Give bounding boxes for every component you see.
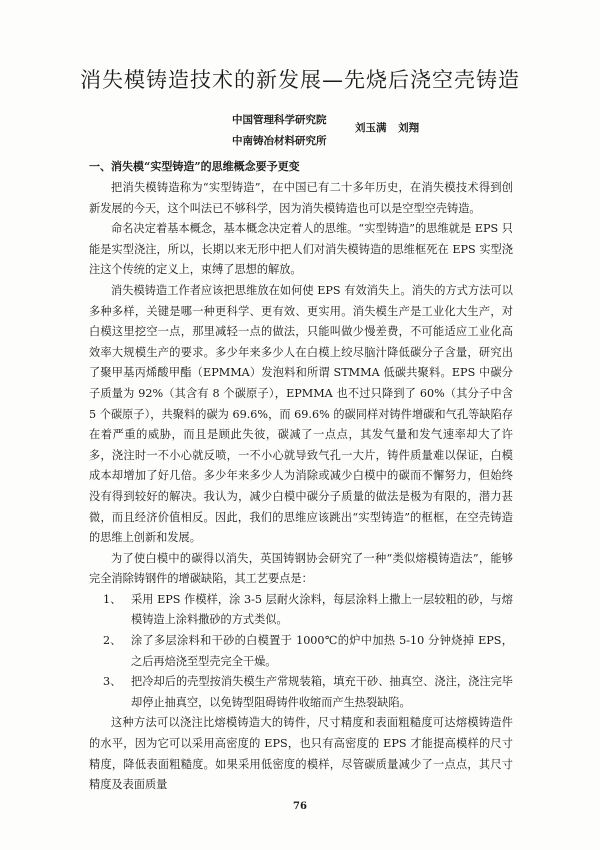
paragraph: 命名决定着基本概念，基本概念决定着人的思维。“实型铸造”的思维就是 EPS 只能是实型浇注，所以，长期以来无形中把人们对消失模铸造的思维框死在 EPS 实型浇注这个传统的定义上，束缚了思想的解放。 (89, 222, 513, 277)
affiliations (232, 110, 327, 152)
paragraph: 消失模铸造工作者应该把思维放在如何使 EPS 有效消失上。消失的方式方法可以多种多样，关键是哪一种更科学、更有效、更实用。消失模生产是工业化大生产，对白模这里挖空一点，那里减轻一点的做法，只能叫做少慢差费，不可能适应工业化高效率大规模生产的要求。多少年来多少人在白模上绞尽脑汁降低碳分子含量，研究出了聚甲基丙烯酸甲酯（EPMMA）发泡料和所谓 STMMA 低碳共聚料。EPS 中碳分子质量为 92%（其含有 8 个碳原子），EPMMA 也不过只降到了 60%（其分子中含 5 个碳原子），共聚料的碳为 69.6%，而 69.6% 的碳同样对铸件增碳和气孔等缺陷存在着严重的威胁，而且是顾此失彼，碳减了一点点，其发气量和发气速率却大了许多，浇注时一不小心就反喷，一不小心就导致气孔一大片，铸件质量难以保证，白模成本却增加了好几倍。多少年来多少人为消除或减少白模中的碳而不懈努力，但始终没有得到较好的解决。我认为，减少白模中碳分子质量的做法是极为有限的，潜力甚微，而且经济价值相反。因此，我们的思维应该跳出“实型铸造”的框框，在空壳铸造的思维上创新和发展。 (89, 283, 513, 545)
step-number: 3、 (103, 675, 122, 689)
paragraph: 为了使白模中的碳得以消失，英国铸钢协会研究了一种“类似熔模铸造法”，能够完全消除铸钢件的增碳缺陷，其工艺要点是： (89, 551, 513, 586)
step-number: 1、 (103, 592, 122, 606)
step-text: 把冷却后的壳型按消失模生产常规装箱，填充干砂、抽真空、浇注，浇注完毕却停止抽真空，以免铸型阻碍铸件收缩而产生热裂缺陷。 (131, 675, 513, 709)
body-text (89, 178, 513, 796)
process-steps (89, 590, 513, 714)
affiliation-1: 中国管理科学研究院 (232, 114, 327, 126)
process-step (89, 631, 513, 672)
section-heading (89, 158, 300, 174)
paper-title: 消失模铸造技术的新发展—先烧后浇空壳铸造 (80, 68, 520, 92)
paragraph: 这种方法可以浇注比熔模铸造大的铸件，尺寸精度和表面粗糙度可达熔模铸造件的水平，因为它可以采用高密度的 EPS，也只有高密度的 EPS 才能提高模样的尺寸精度，降低表面粗糙度。如果采用低密度的模样，尽管碳质量减少了一点点，其尺寸精度及表面质量 (89, 716, 513, 792)
step-text: 涂了多层涂料和干砂的白模置于 1000℃的炉中加热 5-10 分钟烧掉 EPS，之后再焙浇至型壳完全干燥。 (131, 634, 513, 668)
page-number: 76 (293, 801, 307, 812)
section-title: 消失模“实型铸造”的思维概念要予更变 (111, 160, 300, 173)
step-number: 2、 (103, 634, 122, 648)
step-text: 采用 EPS 作模样，涂 3-5 层耐火涂料，每层涂料上撒上一层较粗的砂，与熔模铸造上涂料撒砂的方式类似。 (131, 592, 513, 627)
process-step (89, 672, 513, 713)
paragraph: 把消失模铸造称为“实型铸造”，在中国已有二十多年历史，在消失模技术得到创新发展的今天，这个叫法已不够科学，因为消失模铸造也可以是空型空壳铸造。 (89, 181, 513, 215)
affiliation-2: 中南铸冶材料研究所 (232, 135, 327, 147)
process-step (89, 590, 513, 631)
section-number: 一、 (89, 160, 111, 173)
authors: 刘玉满 刘翔 (355, 122, 420, 134)
